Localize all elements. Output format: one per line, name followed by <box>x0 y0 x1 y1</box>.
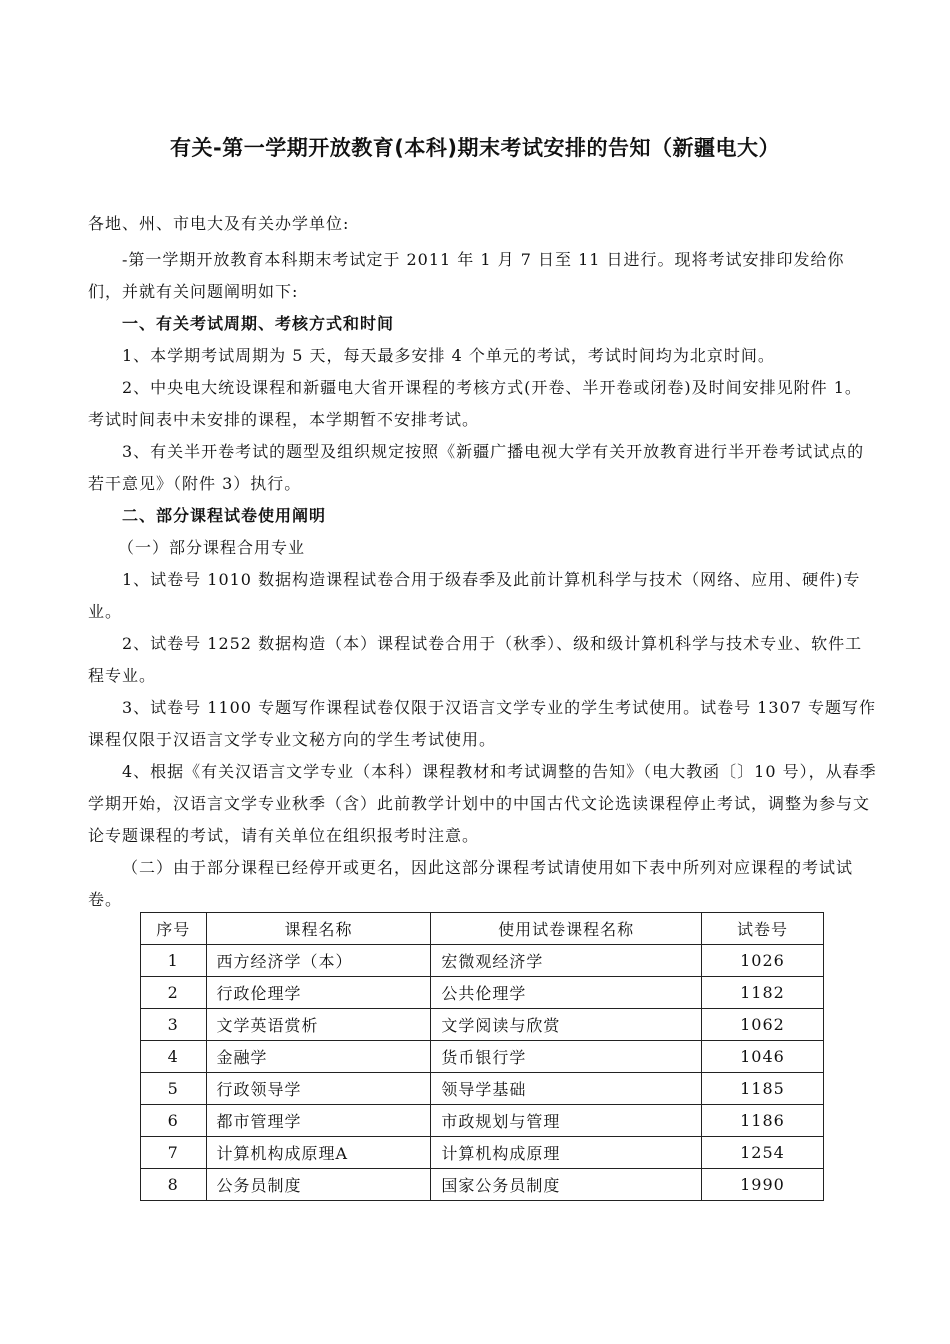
cell-course: 金融学 <box>206 1041 431 1073</box>
cell-paper-no: 1062 <box>701 1009 823 1041</box>
cell-exam-course: 宏微观经济学 <box>431 945 702 977</box>
table-row <box>141 945 824 977</box>
cell-course: 行政伦理学 <box>206 977 431 1009</box>
table-row <box>141 1009 824 1041</box>
section1-item-3: 3、有关半开卷考试的题型及组织规定按照《新疆广播电视大学有关开放教育进行半开卷考试试点的若干意见》（附件 3）执行。 <box>88 442 865 493</box>
document-title: 有关-第一学期开放教育(本科)期末考试安排的告知（新疆电大） <box>170 136 780 160</box>
cell-exam-course: 公共伦理学 <box>431 977 702 1009</box>
cell-index: 4 <box>141 1041 207 1073</box>
section2-item-2: 2、试卷号 1252 数据构造（本）课程试卷合用于（秋季）、级和级计算机科学与技术专业、软件工程专业。 <box>88 634 863 685</box>
cell-exam-course: 文学阅读与欣赏 <box>431 1009 702 1041</box>
cell-index: 8 <box>141 1169 207 1201</box>
cell-exam-course: 货币银行学 <box>431 1041 702 1073</box>
cell-paper-no: 1185 <box>701 1073 823 1105</box>
course-table <box>140 912 824 1201</box>
col-header-paper-no: 试卷号 <box>701 913 823 945</box>
cell-course: 西方经济学（本） <box>206 945 431 977</box>
section2-item-1: 1、试卷号 1010 数据构造课程试卷合用于级春季及此前计算机科学与技术（网络、应用、硬件)专业。 <box>88 570 861 621</box>
cell-exam-course: 市政规划与管理 <box>431 1105 702 1137</box>
salutation: 各地、州、市电大及有关办学单位: <box>88 214 350 233</box>
col-header-exam-course: 使用试卷课程名称 <box>431 913 702 945</box>
section1-item-1: 1、本学期考试周期为 5 天，每天最多安排 4 个单元的考试，考试时间均为北京时间。 <box>122 346 775 365</box>
col-header-course: 课程名称 <box>206 913 431 945</box>
table-row <box>141 1041 824 1073</box>
section1-item-2: 2、中央电大统设课程和新疆电大省开课程的考核方式(开卷、半开卷或闭卷)及时间安排见附件 1。考试时间表中未安排的课程，本学期暂不安排考试。 <box>88 378 862 429</box>
cell-index: 7 <box>141 1137 207 1169</box>
cell-paper-no: 1046 <box>701 1041 823 1073</box>
section2-sub1: （一）部分课程合用专业 <box>118 538 306 557</box>
section2-item-3: 3、试卷号 1100 专题写作课程试卷仅限于汉语言文学专业的学生考试使用。试卷号 1307 专题写作课程仅限于汉语言文学专业文秘方向的学生考试使用。 <box>88 698 876 749</box>
cell-paper-no: 1182 <box>701 977 823 1009</box>
cell-index: 1 <box>141 945 207 977</box>
cell-course: 都市管理学 <box>206 1105 431 1137</box>
cell-index: 2 <box>141 977 207 1009</box>
cell-course: 文学英语赏析 <box>206 1009 431 1041</box>
cell-course: 公务员制度 <box>206 1169 431 1201</box>
intro-paragraph: -第一学期开放教育本科期末考试定于 2011 年 1 月 7 日至 11 日进行。现将考试安排印发给你们，并就有关问题阐明如下: <box>88 250 845 301</box>
table-row <box>141 977 824 1009</box>
cell-course: 计算机构成原理A <box>206 1137 431 1169</box>
section2-item-4: 4、根据《有关汉语言文学专业（本科）课程教材和考试调整的告知》（电大教函〔〕10 号），从春季学期开始，汉语言文学专业秋季（含）此前教学计划中的中国古代文论选读课程停止考试，调整为参与文论专题课程的考试，请有关单位在组织报考时注意。 <box>88 762 877 845</box>
table-row <box>141 1137 824 1169</box>
section2-heading: 二、部分课程试卷使用阐明 <box>122 506 327 525</box>
section1-heading: 一、有关考试周期、考核方式和时间 <box>122 314 395 333</box>
table-row <box>141 1073 824 1105</box>
cell-index: 3 <box>141 1009 207 1041</box>
cell-paper-no: 1186 <box>701 1105 823 1137</box>
cell-paper-no: 1026 <box>701 945 823 977</box>
cell-exam-course: 计算机构成原理 <box>431 1137 702 1169</box>
cell-paper-no: 1990 <box>701 1169 823 1201</box>
cell-index: 6 <box>141 1105 207 1137</box>
cell-exam-course: 领导学基础 <box>431 1073 702 1105</box>
cell-course: 行政领导学 <box>206 1073 431 1105</box>
cell-index: 5 <box>141 1073 207 1105</box>
table-row <box>141 1169 824 1201</box>
cell-paper-no: 1254 <box>701 1137 823 1169</box>
col-header-index: 序号 <box>141 913 207 945</box>
table-header-row <box>141 913 824 945</box>
cell-exam-course: 国家公务员制度 <box>431 1169 702 1201</box>
section2-sub2: （二）由于部分课程已经停开或更名，因此这部分课程考试请使用如下表中所列对应课程的考试试卷。 <box>88 858 854 909</box>
table-row <box>141 1105 824 1137</box>
